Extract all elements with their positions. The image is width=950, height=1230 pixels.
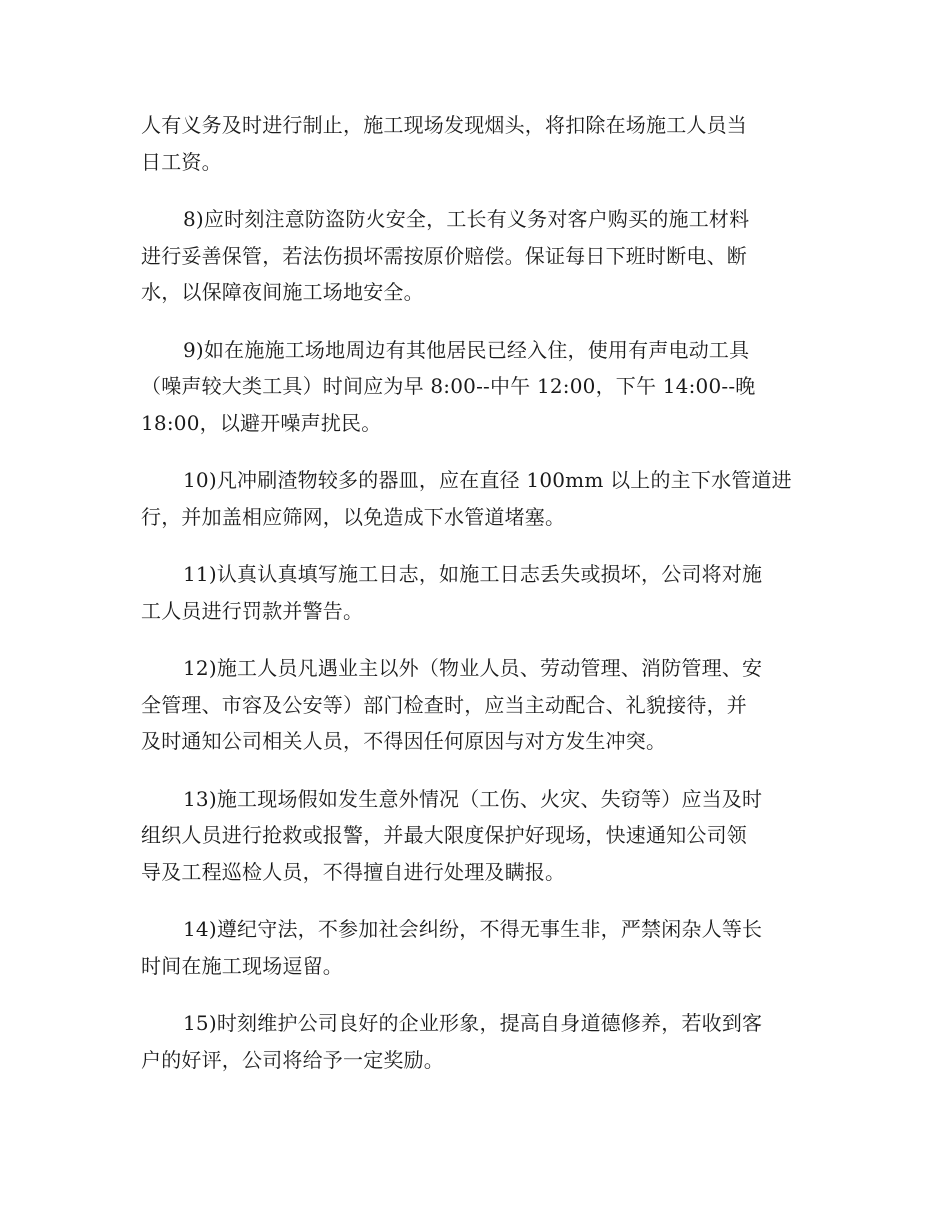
paragraph-item-11: [141, 556, 809, 629]
text-line: 进行妥善保管，若法伤损坏需按原价赔偿。保证每日下班时断电、断: [141, 243, 747, 268]
text-line: 全管理、市容及公安等）部门检查时，应当主动配合、礼貌接待，并: [141, 692, 747, 717]
paragraph-item-15: [141, 1005, 809, 1078]
text-line: 18:00，以避开噪声扰民。: [141, 410, 382, 435]
text-line: 导及工程巡检人员，不得擅自进行处理及瞒报。: [141, 859, 566, 884]
text-line: 水，以保障夜间施工场地安全。: [141, 280, 424, 304]
text-line: 12)施工人员凡遇业主以外（物业人员、劳动管理、消防管理、安: [183, 656, 763, 680]
text-line: 9)如在施施工场地周边有其他居民已经入住，使用有声电动工具: [183, 337, 750, 362]
text-line: 8)应时刻注意防盗防火安全，工长有义务对客户购买的施工材料: [183, 207, 750, 231]
text-line: 15)时刻维护公司良好的企业形象，提高自身道德修养，若收到客: [183, 1011, 763, 1035]
text-line: 行，并加盖相应筛网，以免造成下水管道堵塞。: [141, 504, 566, 529]
document-page: [141, 107, 809, 1099]
text-line: 及时通知公司相关人员，不得因任何原因与对方发生冲突。: [141, 729, 667, 753]
paragraph-item-12: [141, 650, 809, 760]
text-line: 时间在施工现场逗留。: [141, 953, 343, 978]
text-line: 组织人员进行抢救或报警，并最大限度保护好现场，快速通知公司领: [141, 823, 747, 847]
paragraph-item-14: [141, 911, 809, 984]
text-line: 14)遵纪守法，不参加社会纠纷，不得无事生非，严禁闲杂人等长: [183, 917, 763, 941]
text-line: 工人员进行罚款并警告。: [141, 598, 364, 623]
text-line: 13)施工现场假如发生意外情况（工伤、火灾、失窃等）应当及时: [183, 786, 763, 811]
text-line: （噪声较大类工具）时间应为早 8:00--中午 12:00，下午 14:00--晚: [141, 374, 756, 398]
paragraph-item-9: [141, 332, 809, 442]
paragraph-item-8: [141, 201, 809, 311]
text-line: 10)凡冲刷渣物较多的器皿，应在直径 100mm 以上的主下水管道进: [183, 468, 792, 492]
paragraph-continuation: [141, 107, 809, 180]
paragraph-item-10: [141, 462, 809, 535]
text-line: 11)认真认真填写施工日志，如施工日志丢失或损坏，公司将对施: [183, 562, 763, 586]
text-line: 户的好评，公司将给予一定奖励。: [141, 1047, 444, 1072]
paragraph-item-13: [141, 781, 809, 891]
text-line: 人有义务及时进行制止，施工现场发现烟头，将扣除在场施工人员当: [141, 113, 747, 137]
text-line: 日工资。: [141, 149, 222, 174]
